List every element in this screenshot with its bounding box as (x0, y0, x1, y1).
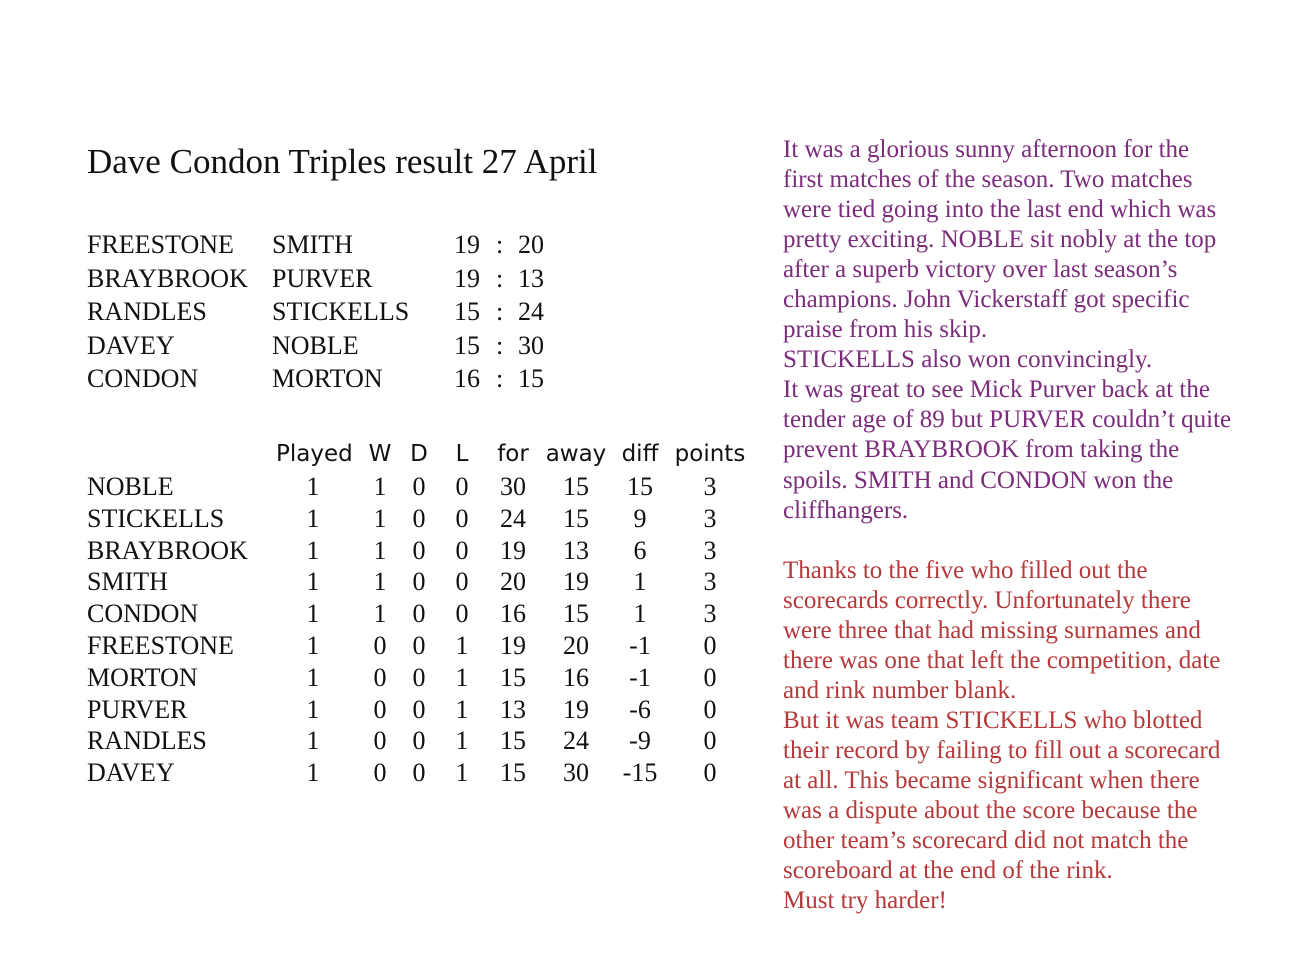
for-value: 13 (500, 694, 526, 724)
diff-value: 6 (633, 535, 647, 565)
lost-value: 1 (455, 726, 469, 756)
home-score: 19 (454, 263, 480, 293)
note-line: and rink number blank. (783, 676, 1017, 704)
for-value: 15 (500, 726, 526, 756)
played-value: 1 (306, 472, 320, 501)
diff-value: -1 (629, 630, 651, 660)
points-value: 0 (703, 662, 717, 692)
for-value: 24 (500, 503, 526, 533)
points-value: 3 (703, 599, 717, 629)
for-value: 19 (500, 535, 526, 565)
drawn-value: 0 (412, 567, 426, 597)
away-value: 16 (563, 662, 589, 692)
home-team: DAVEY (87, 330, 175, 360)
lost-value: 1 (455, 662, 469, 692)
away-value: 15 (563, 599, 589, 629)
played-value: 1 (306, 503, 320, 533)
header-diff: diff (621, 441, 659, 467)
drawn-value: 0 (412, 535, 426, 565)
drawn-value: 0 (412, 758, 426, 788)
played-value: 1 (306, 567, 320, 597)
report-line: champions. John Vickerstaff got specific (783, 286, 1190, 314)
played-value: 1 (306, 662, 320, 692)
report-line: tender age of 89 but PURVER couldn’t quite (783, 406, 1232, 434)
won-value: 1 (373, 599, 387, 629)
drawn-value: 0 (412, 472, 426, 501)
away-value: 24 (563, 726, 589, 756)
note-line: scorecards correctly. Unfortunately there (783, 586, 1191, 614)
header-for: for (497, 441, 529, 467)
away-score: 24 (518, 297, 544, 327)
away-value: 15 (563, 503, 589, 533)
paragraph-gap (783, 526, 1263, 556)
page-title: Dave Condon Triples result 27 April (87, 142, 598, 181)
report-line: It was great to see Mick Purver back at the (783, 376, 1210, 404)
away-score: 15 (518, 364, 544, 394)
drawn-value: 0 (412, 694, 426, 724)
drawn-value: 0 (412, 503, 426, 533)
diff-value: -1 (629, 662, 651, 692)
diff-value: 15 (627, 472, 653, 501)
points-value: 3 (703, 503, 717, 533)
team-name: DAVEY (87, 758, 175, 788)
note-line: was a dispute about the score because the (783, 796, 1198, 824)
drawn-value: 0 (412, 599, 426, 629)
played-value: 1 (306, 694, 320, 724)
for-value: 30 (500, 472, 526, 501)
for-value: 16 (500, 599, 526, 629)
points-value: 3 (703, 472, 717, 501)
won-value: 0 (373, 662, 387, 692)
header-lost: L (455, 441, 469, 467)
away-score: 13 (518, 263, 544, 293)
away-value: 19 (563, 694, 589, 724)
team-name: CONDON (87, 599, 199, 629)
away-score: 20 (518, 230, 544, 259)
report-line: cliffhangers. (783, 496, 909, 524)
points-value: 3 (703, 535, 717, 565)
away-team: SMITH (272, 230, 353, 259)
away-team: MORTON (272, 364, 383, 394)
points-value: 0 (703, 694, 717, 724)
for-value: 19 (500, 630, 526, 660)
lost-value: 0 (455, 599, 469, 629)
home-score: 15 (454, 297, 480, 327)
away-value: 15 (563, 472, 589, 501)
note-line: other team’s scorecard did not match the (783, 827, 1189, 855)
diff-value: 9 (633, 503, 647, 533)
report-line: STICKELLS also won convincingly. (783, 346, 1153, 374)
home-team: BRAYBROOK (87, 263, 248, 293)
note-line: at all. This became significant when there (783, 766, 1200, 794)
note-line: Thanks to the five who filled out the (783, 556, 1148, 584)
home-score: 19 (454, 230, 480, 259)
won-value: 0 (373, 630, 387, 660)
drawn-value: 0 (412, 662, 426, 692)
points-value: 3 (703, 567, 717, 597)
away-value: 30 (563, 758, 589, 788)
for-value: 15 (500, 662, 526, 692)
won-value: 1 (373, 535, 387, 565)
team-name: RANDLES (87, 726, 207, 756)
lost-value: 1 (455, 758, 469, 788)
away-team: PURVER (272, 263, 373, 293)
away-team: STICKELLS (272, 297, 410, 327)
played-value: 1 (306, 535, 320, 565)
header-played: Played (276, 441, 353, 467)
note-line: Must try harder! (783, 887, 947, 915)
lost-value: 0 (455, 567, 469, 597)
diff-value: 1 (633, 567, 647, 597)
away-value: 13 (563, 535, 589, 565)
report-line: prevent BRAYBROOK from taking the (783, 436, 1180, 464)
diff-value: -15 (622, 758, 658, 788)
lost-value: 1 (455, 630, 469, 660)
scorecard-note (783, 556, 1263, 917)
report-line: spoils. SMITH and CONDON won the (783, 466, 1174, 494)
for-value: 15 (500, 758, 526, 788)
report-line: praise from his skip. (783, 316, 988, 344)
diff-value: -6 (629, 694, 651, 724)
drawn-value: 0 (412, 726, 426, 756)
header-points: points (674, 441, 746, 467)
won-value: 1 (373, 503, 387, 533)
team-name: BRAYBROOK (87, 535, 248, 565)
home-team: RANDLES (87, 297, 207, 327)
team-name: SMITH (87, 567, 168, 597)
header-away: away (545, 441, 607, 467)
note-line: scoreboard at the end of the rink. (783, 857, 1113, 885)
score-separator: : (496, 263, 504, 293)
score-separator: : (496, 230, 504, 259)
home-team: FREESTONE (87, 230, 234, 259)
won-value: 0 (373, 694, 387, 724)
team-name: NOBLE (87, 472, 174, 501)
team-name: PURVER (87, 694, 188, 724)
report-line: after a superb victory over last season’s (783, 256, 1178, 284)
match-report (783, 135, 1263, 526)
played-value: 1 (306, 630, 320, 660)
lost-value: 0 (455, 535, 469, 565)
away-value: 19 (563, 567, 589, 597)
played-value: 1 (306, 758, 320, 788)
note-line: were three that had missing surnames and (783, 616, 1201, 644)
played-value: 1 (306, 726, 320, 756)
lost-value: 0 (455, 503, 469, 533)
note-line: But it was team STICKELLS who blotted (783, 706, 1203, 734)
home-team: CONDON (87, 364, 199, 394)
score-separator: : (496, 297, 504, 327)
team-name: STICKELLS (87, 503, 225, 533)
won-value: 0 (373, 726, 387, 756)
note-line: there was one that left the competition, date (783, 646, 1221, 674)
report-line: first matches of the season. Two matches (783, 166, 1193, 194)
home-score: 16 (454, 364, 480, 394)
score-separator: : (496, 364, 504, 394)
score-separator: : (496, 330, 504, 360)
away-score: 30 (518, 330, 544, 360)
played-value: 1 (306, 599, 320, 629)
team-name: MORTON (87, 662, 198, 692)
commentary (783, 135, 1263, 916)
note-line: their record by failing to fill out a scorecard (783, 736, 1221, 764)
header-won: W (368, 441, 392, 467)
report-line: pretty exciting. NOBLE sit nobly at the top (783, 226, 1217, 254)
diff-value: -9 (629, 726, 651, 756)
won-value: 1 (373, 472, 387, 501)
won-value: 1 (373, 567, 387, 597)
away-value: 20 (563, 630, 589, 660)
report-line: were tied going into the last end which was (783, 196, 1217, 224)
team-name: FREESTONE (87, 630, 234, 660)
lost-value: 1 (455, 694, 469, 724)
points-value: 0 (703, 758, 717, 788)
points-value: 0 (703, 630, 717, 660)
home-score: 15 (454, 330, 480, 360)
lost-value: 0 (455, 472, 469, 501)
points-value: 0 (703, 726, 717, 756)
report-line: It was a glorious sunny afternoon for the (783, 136, 1190, 163)
for-value: 20 (500, 567, 526, 597)
header-drawn: D (410, 441, 428, 467)
drawn-value: 0 (412, 630, 426, 660)
diff-value: 1 (633, 599, 647, 629)
won-value: 0 (373, 758, 387, 788)
away-team: NOBLE (272, 330, 359, 360)
